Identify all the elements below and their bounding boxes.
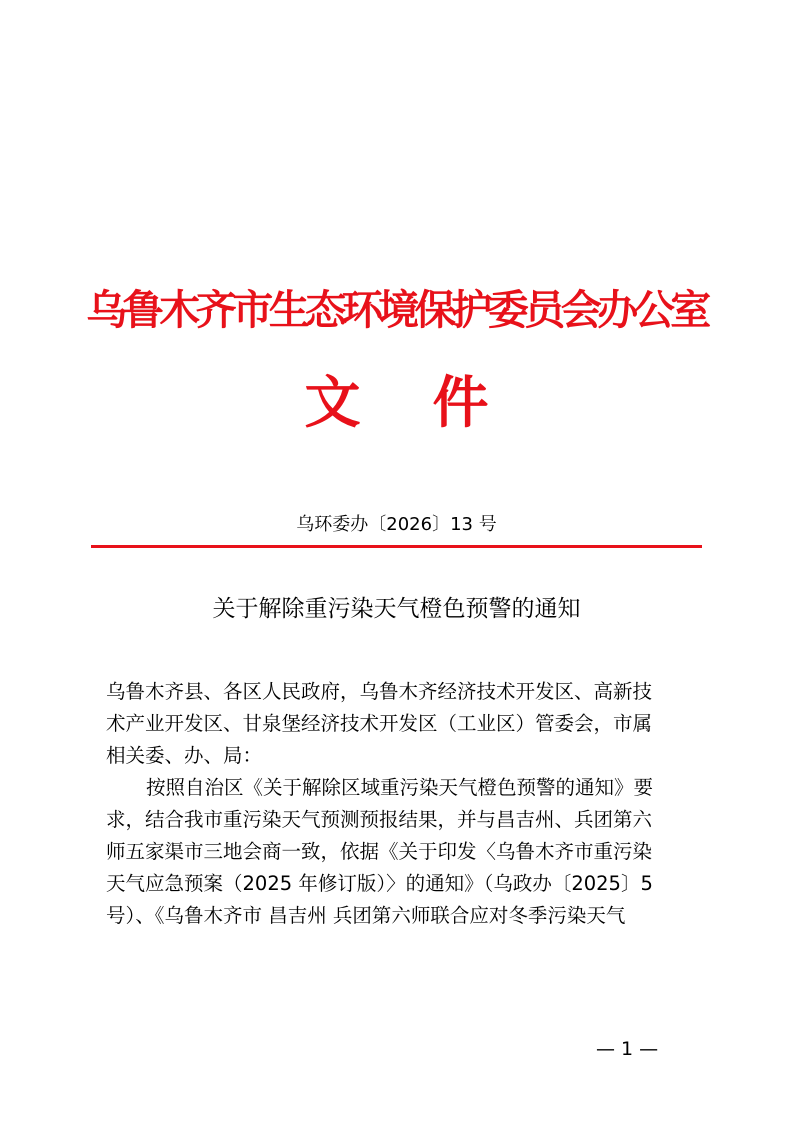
body-line-paragraph-2: 求，结合我市重污染天气预测预报结果，并与昌吉州、兵团第六 [106, 808, 653, 831]
body-line-paragraph-3: 师五家渠市三地会商一致，依据《关于印发〈乌鲁木齐市重污染 [106, 840, 653, 863]
body-line-paragraph-1: 按照自治区《关于解除区域重污染天气橙色预警的通知》要 [146, 776, 654, 799]
issuing-organization-title: 乌鲁木齐市生态环境保护委员会办公室 [86, 286, 707, 334]
notice-title: 关于解除重污染天气橙色预警的通知 [212, 596, 581, 622]
body-line-addressees-3: 相关委、办、局： [106, 744, 263, 767]
body-line-addressees-1: 乌鲁木齐县、各区人民政府，乌鲁木齐经济技术开发区、高新技 [106, 680, 653, 703]
document-type-char-1: 文 [304, 371, 361, 436]
document-number: 乌环委办〔2026〕13 号 [296, 514, 497, 535]
document-type-char-2: 件 [432, 371, 489, 436]
page-number: — 1 — [596, 1038, 659, 1060]
document-type-heading [0, 372, 793, 436]
body-line-paragraph-5: 号）、《乌鲁木齐市 昌吉州 兵团第六师联合应对冬季污染天气 [106, 904, 626, 927]
body-line-addressees-2: 术产业开发区、甘泉堡经济技术开发区（工业区）管委会，市属 [106, 712, 653, 735]
body-line-paragraph-4: 天气应急预案（2025 年修订版）〉的通知》（乌政办〔2025〕5 [106, 872, 653, 895]
body-text [106, 676, 706, 932]
red-divider-line [91, 545, 702, 548]
